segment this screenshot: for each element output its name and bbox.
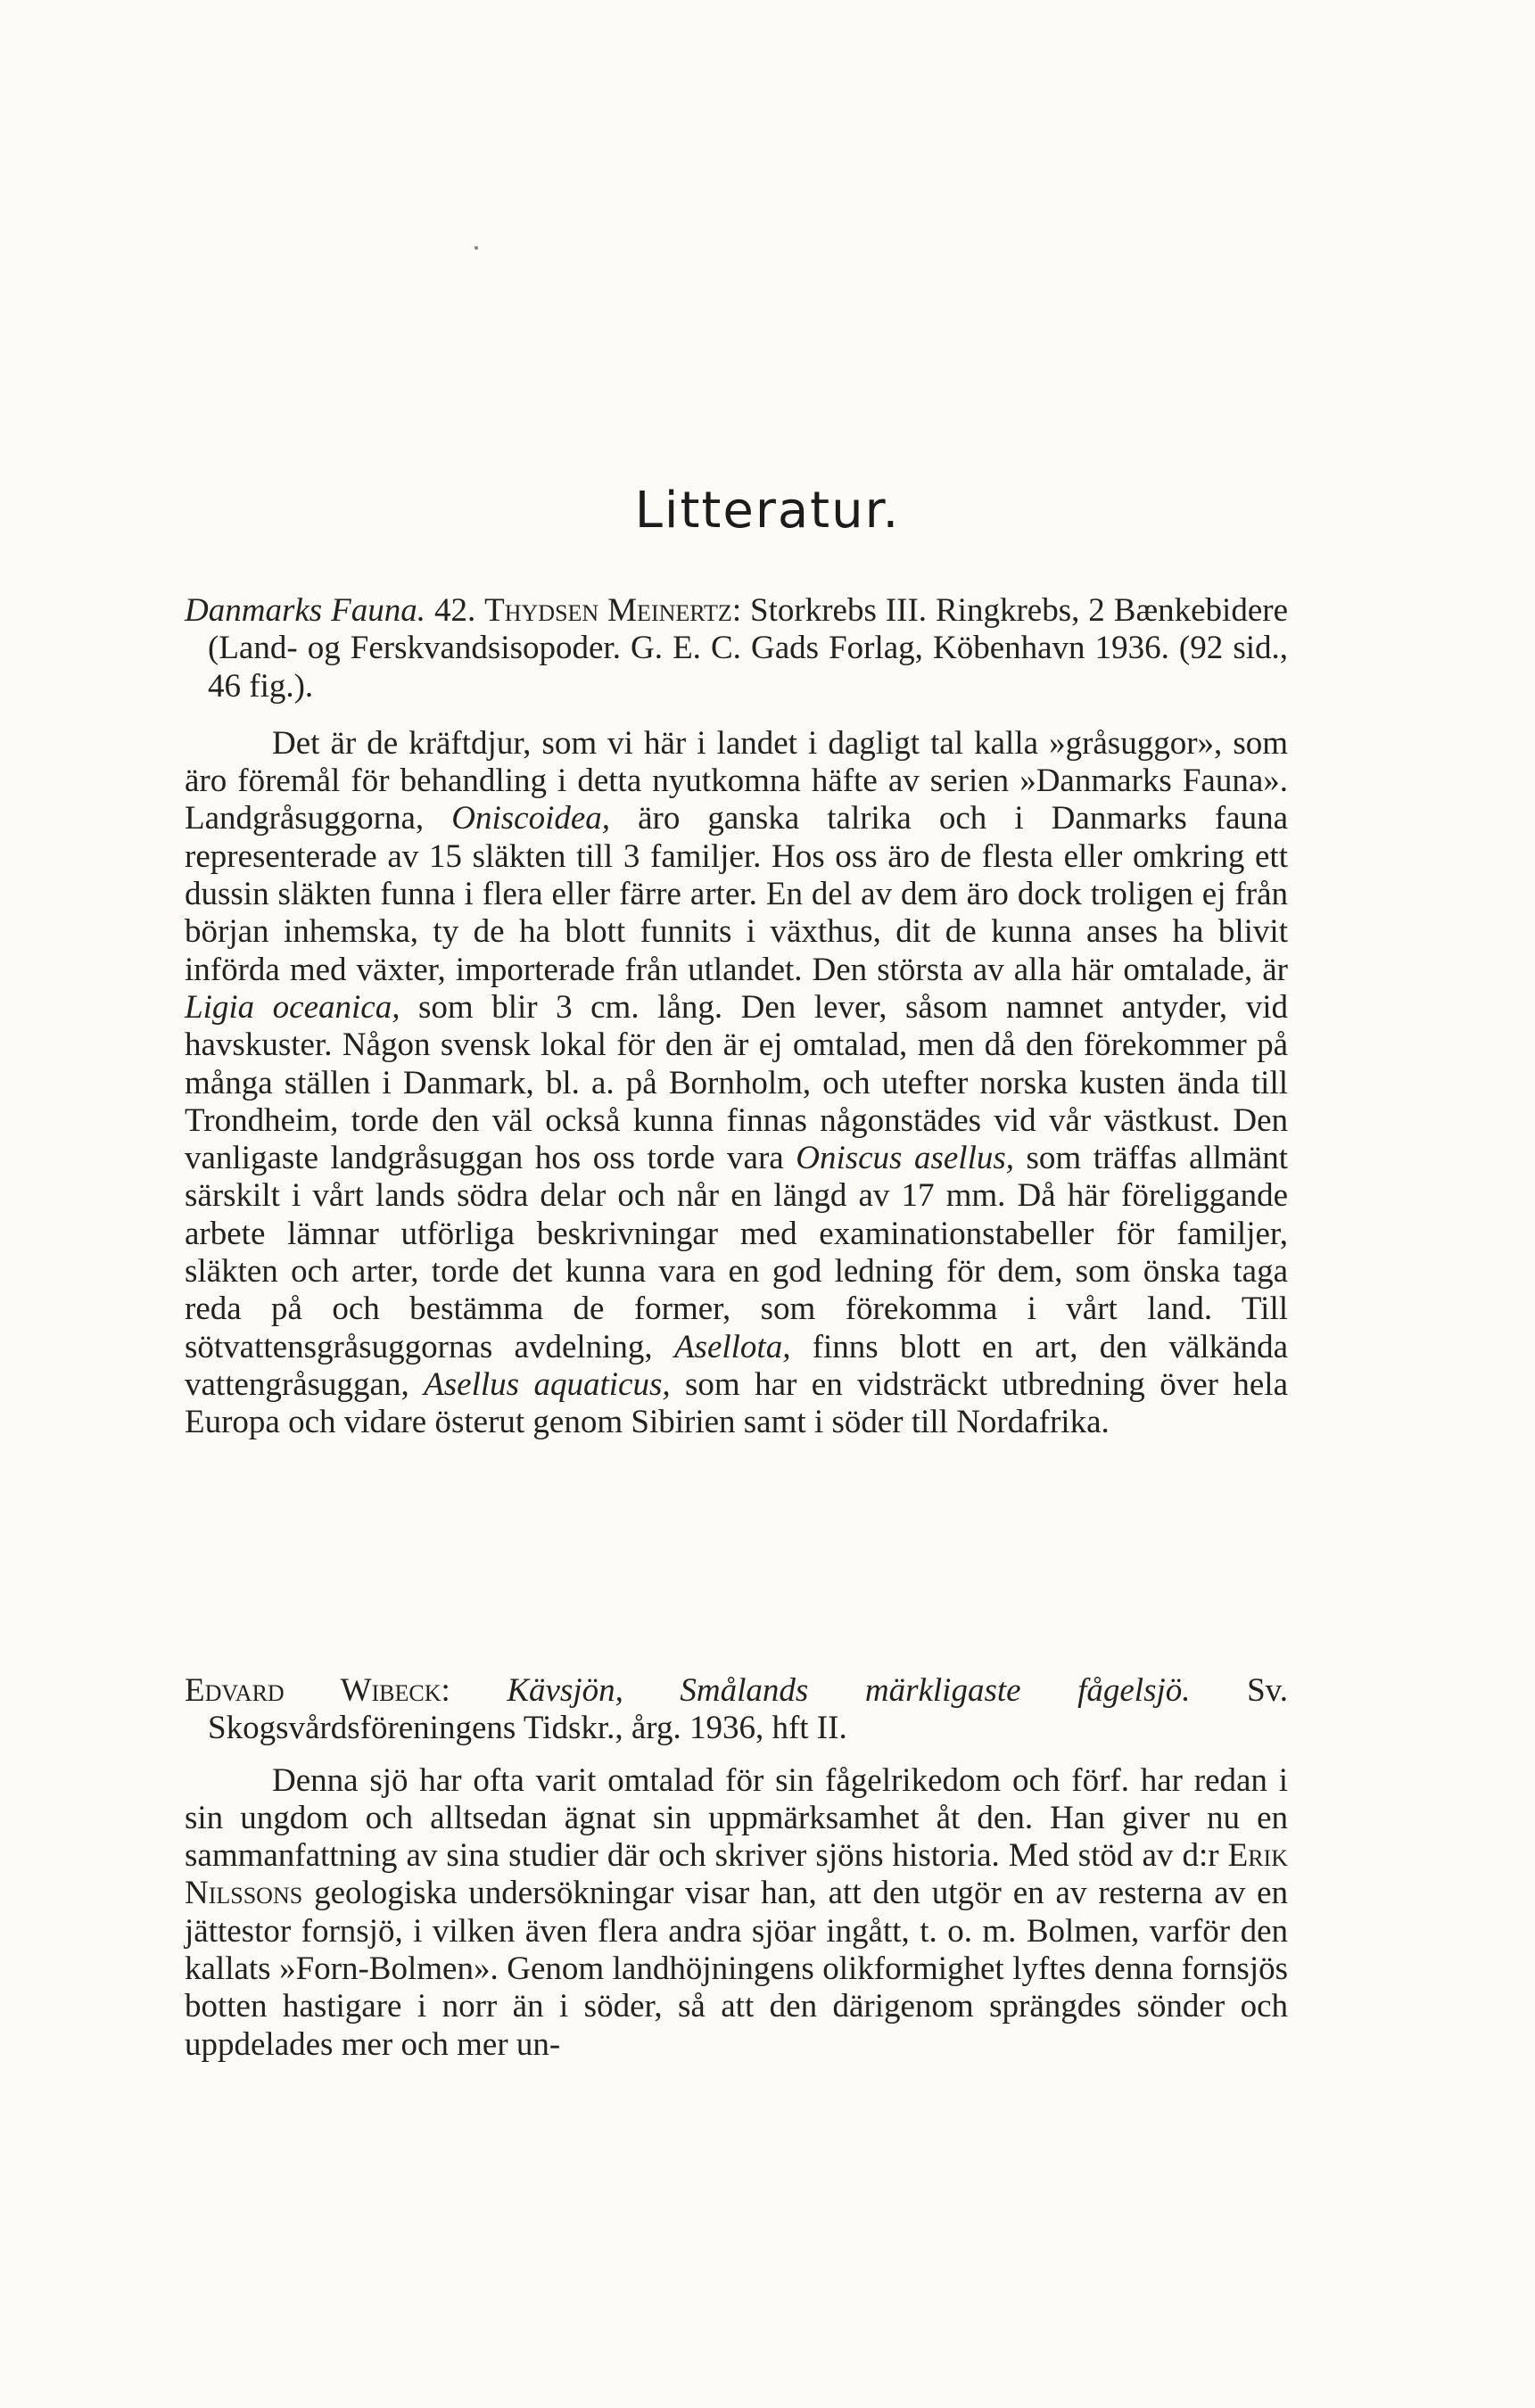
taxon-name: Ligia oceanica, bbox=[185, 988, 400, 1026]
article-title: Kävsjön, Smålands märkligaste fågelsjö. bbox=[507, 1672, 1191, 1709]
review-body bbox=[185, 1762, 1288, 2064]
heading-separator: : bbox=[441, 1672, 508, 1709]
paper-speck bbox=[475, 246, 478, 250]
body-text: som har en vidsträckt utbredning över hela Europa och vidare österut genom Sibirien samt i söder till Nordafrika. bbox=[185, 1365, 1288, 1441]
citation-details: Sv. Skogsvårdsföreningens Tidskr., årg. 1936, hft II. bbox=[208, 1672, 1288, 1747]
taxon-name: Oniscoidea, bbox=[451, 800, 611, 837]
author-name: Thydsen Meinertz bbox=[484, 592, 732, 629]
body-text: Det är de kräftdjur, som vi här i landet i dagligt tal kalla »gråsuggor», som äro föremål för behandling i detta nyutkomna häfte av serien »Danmarks Fauna». Landgråsuggorna, bbox=[185, 724, 1288, 837]
body-text: geologiska undersökningar visar han, att den utgör en av resterna av en jättestor fornsjö, i vilken även flera andra sjöar ingått, t. o. m. Bolmen, varför den kallats »Forn-Bolmen». Genom landhöjningens olikformighet lyftes denna fornsjös botten hastigare i norr än i söder, så att den därigenom sprängdes sönder och uppdelades mer och mer un- bbox=[185, 1875, 1288, 2063]
review-heading bbox=[185, 592, 1288, 705]
taxon-name: Oniscus asellus, bbox=[796, 1140, 1014, 1177]
person-name: Erik Nilssons bbox=[185, 1837, 1288, 1912]
author-name: Edvard Wibeck bbox=[185, 1672, 442, 1709]
citation-details: : Storkrebs III. Ringkrebs, 2 Bænkebidere (Land- og Ferskvandsisopoder. G. E. C. Gads Forlag, Köbenhavn 1936. (92 sid., 46 fig.). bbox=[208, 592, 1288, 705]
review-danmarks-fauna bbox=[185, 592, 1288, 1442]
taxon-name: Asellota, bbox=[673, 1328, 791, 1365]
review-heading bbox=[185, 1672, 1288, 1748]
series-number: 42. bbox=[425, 592, 485, 629]
body-text: som blir 3 cm. lång. Den lever, såsom namnet antyder, vid havskuster. Någon svensk lokal för den är ej omtalad, men då den förekommer på många ställen i Danmark, bl. a. på Bornholm, och utefter norska kusten ända till Trondheim, torde den väl också kunna finnas någonstädes vid vår västkust. Den vanligaste landgråsuggan hos oss torde vara bbox=[185, 988, 1288, 1177]
taxon-name: Asellus aquaticus, bbox=[424, 1365, 671, 1403]
series-title: Danmarks Fauna. bbox=[185, 592, 425, 629]
body-text: finns blott en art, den välkända vattengråsuggan, bbox=[185, 1328, 1288, 1403]
review-body bbox=[185, 725, 1288, 1442]
body-text: äro ganska talrika och i Danmarks fauna representerade av 15 släkten till 3 familjer. Hos oss äro de flesta eller omkring ett dussin släkten funna i flera eller färre arter. En del av dem äro dock troligen ej från början inhemska, ty de ha blott funnits i växthus, dit de kunna anses ha blivit införda med växter, importerade från utlandet. Den största av alla här omtalade, är bbox=[185, 800, 1288, 988]
body-text: Denna sjö har ofta varit omtalad för sin fågelrikedom och förf. har redan i sin ungdom och alltsedan ägnat sin uppmärksamhet åt den. Han giver nu en sammanfattning av sina studier där och skriver sjöns historia. Med stöd av d:r bbox=[185, 1761, 1288, 1875]
review-kavsjon bbox=[185, 1672, 1288, 2064]
page-title: Litteratur. bbox=[634, 482, 901, 540]
body-text: som träffas allmänt särskilt i vårt lands södra delar och når en längd av 17 mm. Då här föreliggande arbete lämnar utförliga beskrivningar med examinationstabeller för familjer, släkten och arter, torde det kunna vara en god ledning för dem, som önska taga reda på och bestämma de former, som förekomma i vårt land. Till sötvattensgråsuggornas avdelning, bbox=[185, 1140, 1288, 1365]
